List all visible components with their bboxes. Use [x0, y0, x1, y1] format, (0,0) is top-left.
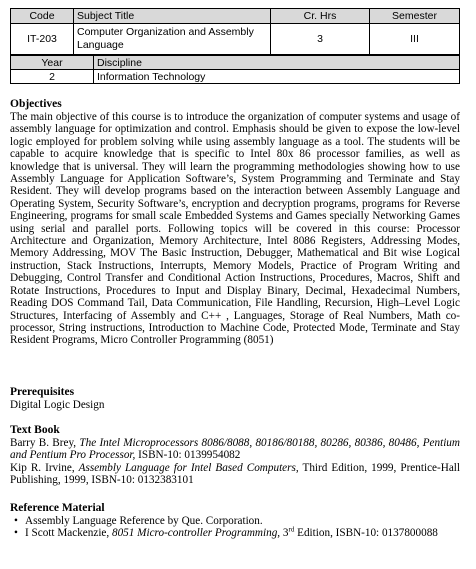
reference-2-title: 8051 Micro-controller Programming,: [111, 527, 281, 540]
prerequisites-heading: Prerequisites: [10, 386, 75, 398]
textbook-entry-1: [10, 437, 460, 462]
objectives-heading: Objectives: [10, 98, 62, 110]
discipline-value: Information Technology: [94, 70, 460, 84]
reference-2-author: I Scott Mackenzie,: [25, 527, 110, 540]
year-discipline-header-row: [11, 56, 460, 70]
reference-heading: Reference Material: [10, 502, 105, 514]
textbook-entry-2: [10, 462, 460, 487]
reference-item: [14, 527, 460, 539]
header-discipline: Discipline: [94, 56, 460, 70]
prerequisites-text: Digital Logic Design: [10, 399, 105, 411]
textbook-2-rest: Third Edition, 1999, Prentice-Hall Publishing, 1999, ISBN-10: 0132383101: [10, 462, 460, 487]
course-semester: III: [370, 24, 460, 55]
course-info-row: [11, 24, 460, 55]
textbook-heading: Text Book: [10, 424, 60, 436]
year-value: 2: [11, 70, 94, 84]
reference-1-text: Assembly Language Reference by Que. Corporation.: [25, 515, 263, 527]
course-cr-hrs: 3: [271, 24, 370, 55]
textbook-2-author: Kip R. Irvine,: [10, 462, 75, 474]
course-subject-title: Computer Organization and Assembly Language: [74, 24, 271, 55]
bullet-icon: •: [14, 515, 18, 527]
header-cr-hrs: Cr. Hrs: [271, 9, 370, 24]
year-discipline-table: [10, 55, 460, 84]
header-code: Code: [11, 9, 74, 24]
course-info-table: [10, 8, 460, 55]
reference-list: [14, 515, 460, 540]
objectives-text: The main objective of this course is to introduce the organization of computer systems and usage of assembly language for optimization and control. Emphasis should be given to expose the low-level logic employed for problem solving while using assembly language as a tool. The students will be capable to acquire knowledge that is specific to Intel 80x 86 processor families, as well as knowledge that is universal. They will learn the programming methodologies showing how to use Assembly Language for Application Software’s, System Programming and Terminate and Stay Resident. They will develop programs based on the interaction between Assembly Language and Operating System, Security Software’s, encryption and decryption programs, programs for Reverse Engineering, programs for small scale Embedded Systems and Games specially Networking Games using serial and parallel ports. Following topics will be covered in this course: Processor Architecture and Organization, Memory Architecture, Intel 8086 Registers, Addressing Modes, Memory Addressing, MOV The Basic Instruction, Debugger, Mathematical and Bit wise Logical instruction, Stack Instructions, Interrupts, Memory Models, Practice of Program Writing and Debugging, Control Transfer and Conditional Action Instructions, Procedures, Macros, Shift and Rotate Instructions, Procedures to Input and Display Binary, Decimal, Hexadecimal Numbers, Reading DOS Command Tail, Data Communication, File Handling, Recursion, High–Level Logic Structures, Interfacing of Assembly and C++ , Languages, Storage of Real Numbers, Math co-processor, String instructions, Introduction to Machine Code, Protected Mode, Terminate and Stay Resident Programs, Micro Controller Programming (8051): [10, 111, 460, 347]
course-code: IT-203: [11, 24, 74, 55]
bullet-icon: •: [14, 527, 18, 540]
header-year: Year: [11, 56, 94, 70]
course-info-header-row: [11, 9, 460, 24]
textbook-1-author: Barry B. Brey,: [10, 437, 77, 449]
textbook-1-title: The Intel Microprocessors 8086/8088, 80186/80188, 80286, 80386, 80486, Pentium and Pentium Pro Processor,: [10, 437, 460, 462]
reference-2-ed-num: 3: [280, 527, 289, 540]
year-discipline-row: [11, 70, 460, 84]
reference-2-rest: Edition, ISBN-10: 0137800088: [294, 527, 438, 540]
textbook-1-rest: ISBN-10: 0139954082: [135, 449, 241, 462]
reference-item: [14, 515, 460, 527]
header-semester: Semester: [370, 9, 460, 24]
header-subject-title: Subject Title: [74, 9, 271, 24]
reference-2-ed-suffix: rd: [288, 525, 295, 534]
textbook-2-title: Assembly Language for Intel Based Computers,: [78, 462, 299, 474]
